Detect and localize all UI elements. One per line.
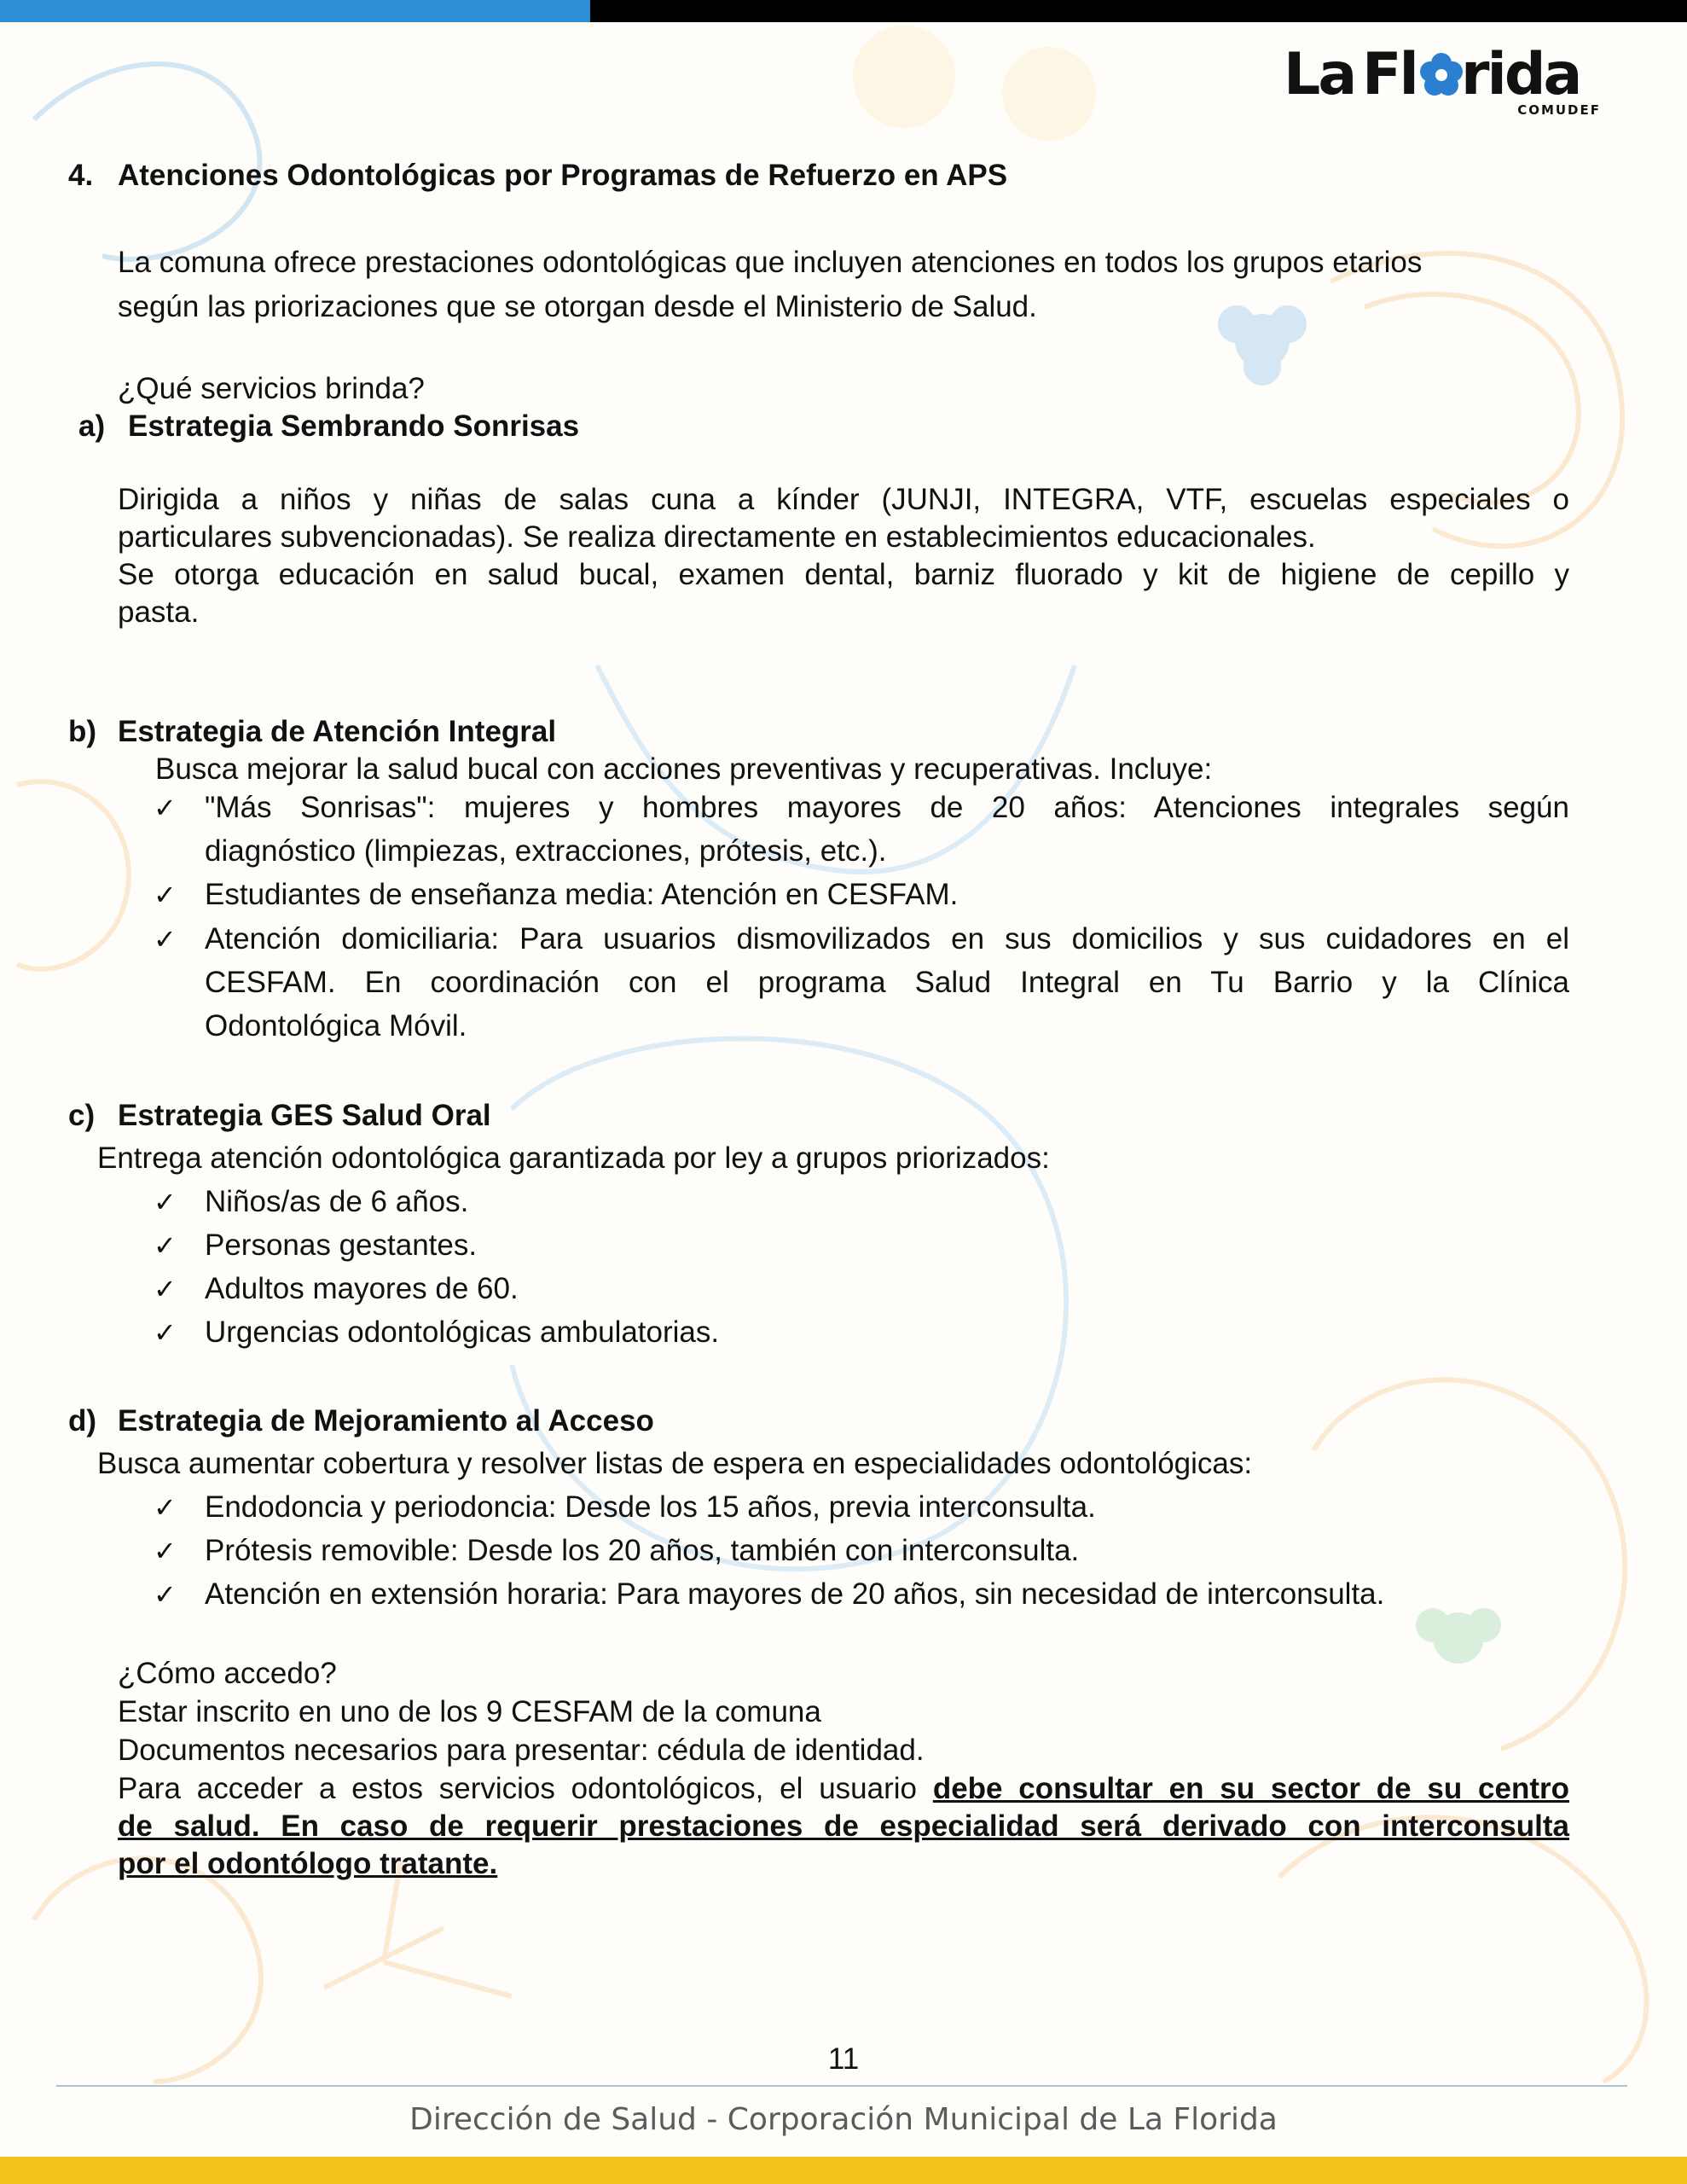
check-icon: ✓ [154, 924, 177, 955]
subsection-c-item-4: Urgencias odontológicas ambulatorias. [205, 1316, 720, 1349]
la-florida-logo [1284, 41, 1608, 118]
svg-text:Fl: Fl [1362, 41, 1417, 108]
section-title: Atenciones Odontológicas por Programas de Refuerzo en APS [118, 159, 1008, 192]
services-question: ¿Qué servicios brinda? [118, 372, 425, 405]
subsection-a-title: Estrategia Sembrando Sonrisas [128, 410, 580, 443]
subsection-a-line-1: Dirigida a niños y niñas de salas cuna a kínder (JUNJI, INTEGRA, VTF, escuelas especiales o [118, 483, 1569, 516]
subsection-d-item-3: Atención en extensión horaria: Para mayores de 20 años, sin necesidad de interconsulta. [205, 1577, 1385, 1611]
subsection-d-title: Estrategia de Mejoramiento al Acceso [118, 1404, 654, 1438]
top-bar-black-segment [590, 0, 1687, 22]
svg-text:La: La [1284, 41, 1355, 108]
access-line-3-plain: Para acceder a estos servicios odontológicos, el usuario [118, 1772, 933, 1805]
bottom-color-bar [0, 2157, 1687, 2184]
footer-text: Dirección de Salud - Corporación Municipal de La Florida [409, 2102, 1278, 2137]
subsection-a-line-2: particulares subvencionadas). Se realiza directamente en establecimientos educacionales. [118, 520, 1316, 554]
subsection-c-title: Estrategia GES Salud Oral [118, 1099, 491, 1132]
check-icon: ✓ [154, 1579, 177, 1610]
svg-text:COMUDEF: COMUDEF [1517, 102, 1601, 118]
check-icon: ✓ [154, 1317, 177, 1348]
subsection-b-item-1-line-2: diagnóstico (limpiezas, extracciones, prótesis, etc.). [205, 834, 887, 868]
check-icon: ✓ [154, 1492, 177, 1523]
subsection-b-item-3-line-3: Odontológica Móvil. [205, 1009, 467, 1043]
intro-line-2: según las priorizaciones que se otorgan desde el Ministerio de Salud. [118, 290, 1037, 323]
access-line-3 [118, 1770, 1569, 1808]
page-number: 11 [827, 2042, 860, 2076]
check-icon: ✓ [154, 1536, 177, 1566]
check-icon: ✓ [154, 1187, 177, 1217]
access-line-3-emphasis: debe consultar en su sector de su centro [932, 1772, 1569, 1805]
subsection-b-label: b) [68, 715, 97, 748]
subsection-a-line-4: pasta. [118, 595, 200, 629]
subsection-c-item-1: Niños/as de 6 años. [205, 1185, 469, 1218]
subsection-b-item-3-line-1: Atención domiciliaria: Para usuarios dismovilizados en sus domicilios y sus cuidadores en el [205, 922, 1569, 956]
subsection-b-item-3-line-2: CESFAM. En coordinación con el programa Salud Integral en Tu Barrio y la Clínica [205, 966, 1569, 999]
subsection-a-line-3: Se otorga educación en salud bucal, examen dental, barniz fluorado y kit de higiene de cepillo y [118, 558, 1569, 591]
subsection-c-item-2: Personas gestantes. [205, 1228, 478, 1262]
subsection-b-title: Estrategia de Atención Integral [118, 715, 557, 748]
footer-divider [56, 2085, 1627, 2087]
check-icon: ✓ [154, 793, 177, 823]
subsection-c-label: c) [68, 1099, 96, 1132]
subsection-b-intro: Busca mejorar la salud bucal con acciones preventivas y recuperativas. Incluye: [155, 752, 1213, 786]
subsection-d-item-1: Endodoncia y periodoncia: Desde los 15 años, previa interconsulta. [205, 1490, 1096, 1524]
subsection-a-label: a) [78, 410, 106, 443]
subsection-b-item-1-line-1: "Más Sonrisas": mujeres y hombres mayores de 20 años: Atenciones integrales según [205, 791, 1569, 824]
top-color-bar [0, 0, 1687, 22]
check-icon: ✓ [154, 1274, 177, 1304]
access-question: ¿Cómo accedo? [118, 1657, 337, 1690]
subsection-d-label: d) [68, 1404, 97, 1438]
section-number: 4. [68, 159, 94, 192]
check-icon: ✓ [154, 880, 177, 910]
subsection-c-item-3: Adultos mayores de 60. [205, 1272, 519, 1305]
subsection-d-item-2: Prótesis removible: Desde los 20 años, también con interconsulta. [205, 1534, 1080, 1567]
subsection-b-item-2: Estudiantes de enseñanza media: Atención en CESFAM. [205, 878, 959, 911]
svg-text:rida: rida [1461, 41, 1580, 108]
check-icon: ✓ [154, 1230, 177, 1261]
subsection-c-intro: Entrega atención odontológica garantizada por ley a grupos priorizados: [97, 1141, 1050, 1175]
access-line-2: Documentos necesarios para presentar: cédula de identidad. [118, 1734, 925, 1767]
subsection-d-intro: Busca aumentar cobertura y resolver listas de espera en especialidades odontológicas: [97, 1447, 1253, 1480]
intro-line-1: La comuna ofrece prestaciones odontológicas que incluyen atenciones en todos los grupos etarios [118, 246, 1423, 279]
top-bar-blue-segment [0, 0, 590, 22]
access-line-5-emphasis: por el odontólogo tratante. [118, 1847, 498, 1880]
access-line-1: Estar inscrito en uno de los 9 CESFAM de la comuna [118, 1695, 821, 1728]
access-line-4-emphasis: de salud. En caso de requerir prestaciones de especialidad será derivado con interconsulta [118, 1809, 1569, 1843]
